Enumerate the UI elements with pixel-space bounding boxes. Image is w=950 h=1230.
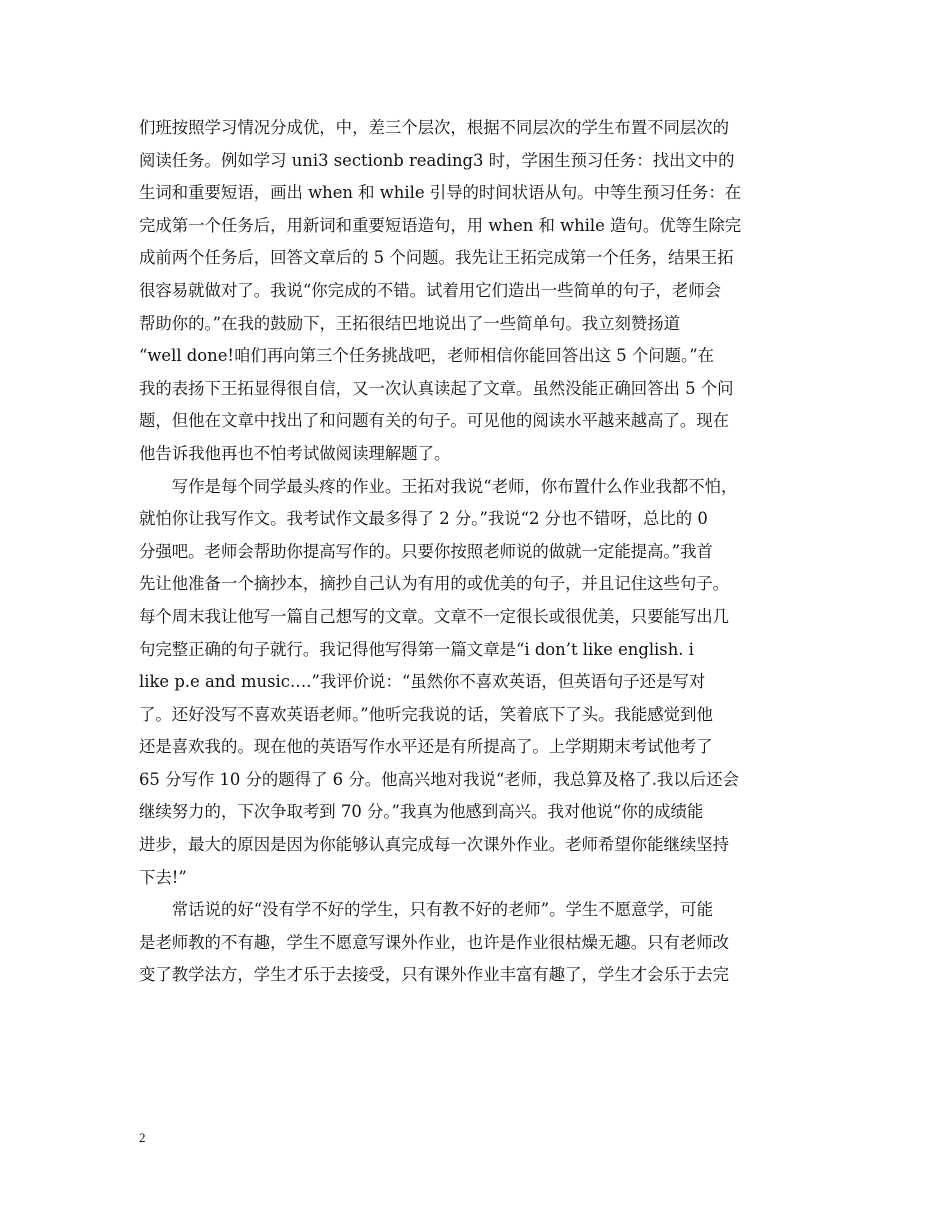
text-line: 阅读任务。例如学习 uni3 sectionb reading3 时，学困生预习任务：找出文中的 [139,150,735,170]
text-line: 是老师教的不有趣，学生不愿意写课外作业，也许是作业很枯燥无趣。只有老师改 [139,932,730,952]
text-line: 帮助你的。”在我的鼓励下，王拓很结巴地说出了一些简单句。我立刻赞扬道 [139,313,681,333]
text-line: 很容易就做对了。我说“你完成的不错。试着用它们造出一些简单的句子，老师会 [139,280,722,300]
text-line: 了。还好没写不喜欢英语老师。”他听完我说的话，笑着底下了头。我能感觉到他 [139,704,713,724]
text-line: 65 分写作 10 分的题得了 6 分。他高兴地对我说“老师，我总算及格了.我以后还会 [139,769,739,789]
text-line: 下去!” [139,867,187,887]
text-line: 句完整正确的句子就行。我记得他写得第一篇文章是“i don’t like english. i [139,639,694,659]
text-line: “well done!咱们再向第三个任务挑战吧，老师相信你能回答出这 5 个问题。”在 [139,346,714,366]
paragraph-start-line: 常话说的好“没有学不好的学生，只有教不好的老师”。学生不愿意学，可能 [139,900,714,920]
text-line: 他告诉我他再也不怕考试做阅读理解题了。 [139,443,451,463]
text-line: 生词和重要短语，画出 when 和 while 引导的时间状语从句。中等生预习任务：在 [139,183,742,203]
text-line: 就怕你让我写作文。我考试作文最多得了 2 分。”我说“2 分也不错呀，总比的 0 [139,509,708,529]
text-line: 成前两个任务后，回答文章后的 5 个问题。我先让王拓完成第一个任务，结果王拓 [139,248,734,268]
page-number: 2 [139,1130,146,1145]
text-line: 题，但他在文章中找出了和问题有关的句子。可见他的阅读水平越来越高了。现在 [139,411,730,431]
text-line: 我的表扬下王拓显得很自信，又一次认真读起了文章。虽然没能正确回答出 5 个问 [139,378,734,398]
text-line: 们班按照学习情况分成优，中，差三个层次，根据不同层次的学生布置不同层次的 [139,118,730,137]
text-line: 进步，最大的原因是因为你能够认真完成每一次课外作业。老师希望你能继续坚持 [139,835,730,855]
paragraph-start-line: 写作是每个同学最头疼的作业。王拓对我说“老师，你布置什么作业我都不怕， [139,476,738,496]
text-line: 先让他准备一个摘抄本，摘抄自己认为有用的或优美的句子，并且记住这些句子。 [139,574,730,594]
text-line: 还是喜欢我的。现在他的英语写作水平还是有所提高了。上学期期末考试他考了 [139,737,713,757]
text-line: 每个周末我让他写一篇自己想写的文章。文章不一定很长或很优美，只要能写出几 [139,606,730,626]
text-line: like p.e and music….”我评价说：“虽然你不喜欢英语，但英语句子还是写对 [139,672,706,692]
text-line: 分强吧。老师会帮助你提高写作的。只要你按照老师说的做就一定能提高。”我首 [139,541,713,561]
document-body [139,112,811,992]
text-line: 完成第一个任务后，用新词和重要短语造句，用 when 和 while 造句。优等生除完 [139,215,742,235]
text-line: 继续努力的，下次争取考到 70 分。”我真为他感到高兴。我对他说“你的成绩能 [139,802,704,822]
text-line: 变了教学法方，学生才乐于去接受，只有课外作业丰富有趣了，学生才会乐于去完 [139,965,730,985]
